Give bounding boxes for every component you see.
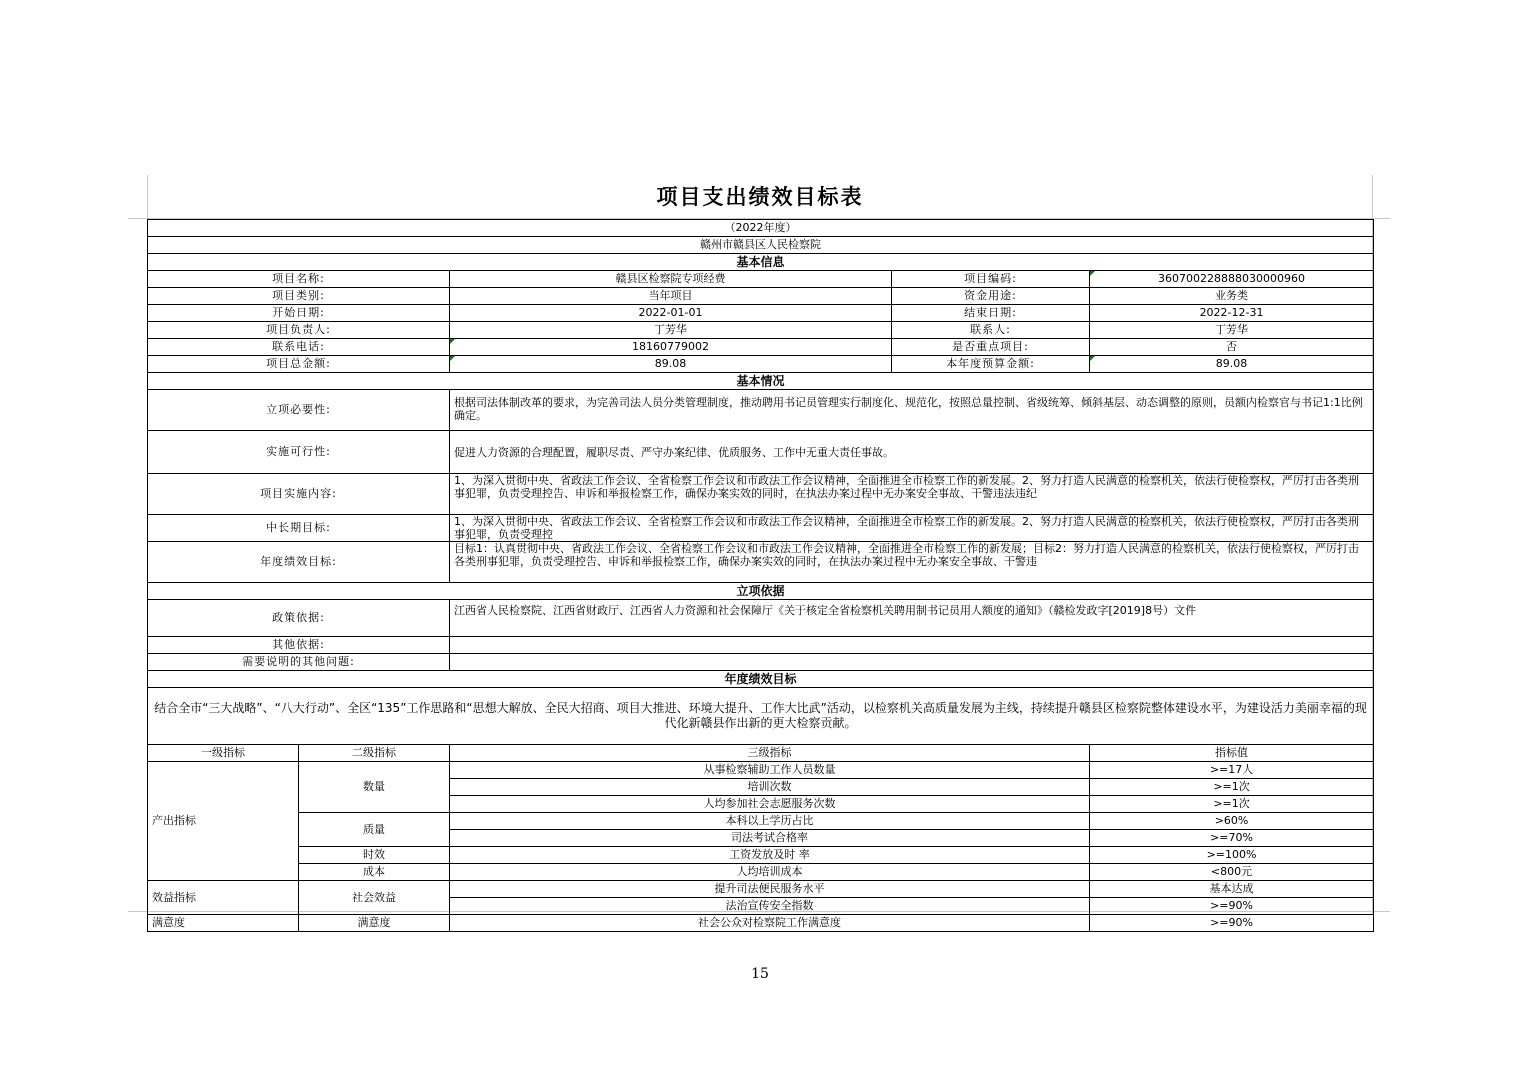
key-project-label: 是否重点项目: <box>892 339 1090 356</box>
section-basic-info: 基本信息 <box>148 254 1374 271</box>
indicator-value: >60% <box>1090 813 1374 830</box>
satisfaction-level2: 满意度 <box>299 915 450 932</box>
table-row: 从事检察辅助工作人员数量 <box>450 762 1090 779</box>
annual-text-clip: 目标1：认真贯彻中央、省政法工作会议、全省检察工作会议和市政法工作会议精神，全面推进全市检察工作的新发展；目标2：努力打造人民满意的检察机关，依法行使检察权，严厉打击各类刑事犯罪，负责受理控告、申诉和举报检察工作，确保办案实效的同时，在执法办案过程中无办案安全事故、干警违 <box>454 542 1359 568</box>
table-row: 法治宣传安全指数 <box>450 898 1090 915</box>
indicator-value: <800元 <box>1090 864 1374 881</box>
fund-use-label: 资金用途: <box>892 288 1090 305</box>
annual-budget-label: 本年度预算金额: <box>892 356 1090 373</box>
indicator-value: >=90% <box>1090 915 1374 932</box>
table-row: 人均培训成本 <box>450 864 1090 881</box>
annual-goal-text: 结合全市“三大战略”、“八大行动”、全区“135”工作思路和“思想大解放、全民大招商、项目大推进、环境大提升、工作大比武”活动，以检察机关高质量发展为主线，持续提升赣县区检察院整体建设水平，为建设活力美丽幸福的现代化新赣县作出新的更大检察贡献。 <box>148 688 1374 745</box>
satisfaction-level1: 满意度 <box>148 915 299 932</box>
leader-label: 项目负责人: <box>148 322 450 339</box>
table-row: 社会公众对检察院工作满意度 <box>450 915 1090 932</box>
project-name-label: 项目名称: <box>148 271 450 288</box>
header-level3: 三级指标 <box>450 745 1090 762</box>
other-issues-text <box>450 654 1374 671</box>
table-row: 提升司法便民服务水平 <box>450 881 1090 898</box>
total-amount-label: 项目总金额: <box>148 356 450 373</box>
policy-text: 江西省人民检察院、江西省财政厅、江西省人力资源和社会保障厅《关于核定全省检察机关聘用制书记员用人额度的通知》（赣检发政字[2019]8号）文件 <box>450 600 1374 637</box>
social-benefit-indicator: 社会效益 <box>299 881 450 915</box>
annual-budget-value: 89.08 <box>1090 356 1374 373</box>
header-level1: 一级指标 <box>148 745 299 762</box>
timeliness-indicator: 时效 <box>299 847 450 864</box>
indicator-value: 基本达成 <box>1090 881 1374 898</box>
feasibility-label: 实施可行性: <box>148 431 450 474</box>
table-row: 本科以上学历占比 <box>450 813 1090 830</box>
other-basis-label: 其他依据: <box>148 637 450 654</box>
project-name-value: 赣县区检察院专项经费 <box>450 271 892 288</box>
table-row: 工资发放及时 率 <box>450 847 1090 864</box>
table-row: 人均参加社会志愿服务次数 <box>450 796 1090 813</box>
table-row: 培训次数 <box>450 779 1090 796</box>
section-basic-situation: 基本情况 <box>148 373 1374 390</box>
page-title: 项目支出绩效目标表 <box>656 185 864 209</box>
quantity-indicator: 数量 <box>299 762 450 813</box>
project-code-value: 36070022888803000096​0 <box>1090 271 1374 288</box>
necessity-label: 立项必要性: <box>148 390 450 431</box>
indicator-value: >=90% <box>1090 898 1374 915</box>
longterm-label: 中长期目标: <box>148 515 450 542</box>
indicator-value: >=70% <box>1090 830 1374 847</box>
target-table <box>147 219 1374 932</box>
longterm-text <box>450 515 1374 542</box>
annual-label: 年度绩效目标: <box>148 542 450 583</box>
necessity-text: 根据司法体制改革的要求，为完善司法人员分类管理制度，推动聘用书记员管理实行制度化、规范化，按照总量控制、省级统筹、倾斜基层、动态调整的原则，员额内检察官与书记1:1比例确定。 <box>450 390 1374 431</box>
policy-label: 政策依据: <box>148 600 450 637</box>
performance-target-sheet <box>147 175 1373 932</box>
content-text-clip: 1、为深入贯彻中央、省政法工作会议、全省检察工作会议和市政法工作会议精神，全面推进全市检察工作的新发展。2、努力打造人民满意的检察机关，依法行使检察权，严厉打击各类刑事犯罪，负责受理控告、申诉和举报检察工作，确保办案实效的同时，在执法办案过程中无办案安全事故、干警违法违纪 <box>454 474 1359 500</box>
total-amount-value: 89.08 <box>450 356 892 373</box>
benefit-indicator: 效益指标 <box>148 881 299 915</box>
content-text <box>450 474 1374 515</box>
longterm-text-clip: 1、为深入贯彻中央、省政法工作会议、全省检察工作会议和市政法工作会议精神，全面推进全市检察工作的新发展。2、努力打造人民满意的检察机关，依法行使检察权，严厉打击各类刑事犯罪，负责受理控 <box>454 515 1359 541</box>
fund-use-value: 业务类 <box>1090 288 1374 305</box>
key-project-value: 否 <box>1090 339 1374 356</box>
project-type-label: 项目类别: <box>148 288 450 305</box>
indicator-value: >=17人 <box>1090 762 1374 779</box>
end-date-value: 2022-12-31 <box>1090 305 1374 322</box>
project-type-value: 当年项目 <box>450 288 892 305</box>
table-row: 司法考试合格率 <box>450 830 1090 847</box>
phone-label: 联系电话: <box>148 339 450 356</box>
contact-label: 联系人: <box>892 322 1090 339</box>
quality-indicator: 质量 <box>299 813 450 847</box>
other-basis-text <box>450 637 1374 654</box>
phone-value: 18160779002 <box>450 339 892 356</box>
end-date-label: 结束日期: <box>892 305 1090 322</box>
start-date-value: 2022-01-01 <box>450 305 892 322</box>
start-date-label: 开始日期: <box>148 305 450 322</box>
leader-value: 丁芳华 <box>450 322 892 339</box>
indicator-value: >=1次 <box>1090 779 1374 796</box>
header-level2: 二级指标 <box>299 745 450 762</box>
year-row: （2022年度） <box>148 220 1374 237</box>
output-indicator: 产出指标 <box>148 762 299 881</box>
section-annual-goal: 年度绩效目标 <box>148 671 1374 688</box>
org-row: 赣州市赣县区人民检察院 <box>148 237 1374 254</box>
page-number: 15 <box>751 966 769 982</box>
cost-indicator: 成本 <box>299 864 450 881</box>
section-basis: 立项依据 <box>148 583 1374 600</box>
indicator-value: >=100% <box>1090 847 1374 864</box>
feasibility-text: 促进人力资源的合理配置，履职尽责、严守办案纪律、优质服务、工作中无重大责任事故。 <box>450 431 1374 474</box>
other-issues-label: 需要说明的其他问题: <box>148 654 450 671</box>
project-code-label: 项目编码: <box>892 271 1090 288</box>
content-label: 项目实施内容: <box>148 474 450 515</box>
contact-value: 丁芳华 <box>1090 322 1374 339</box>
indicator-value: >=1次 <box>1090 796 1374 813</box>
header-value: 指标值 <box>1090 745 1374 762</box>
annual-text <box>450 542 1374 583</box>
